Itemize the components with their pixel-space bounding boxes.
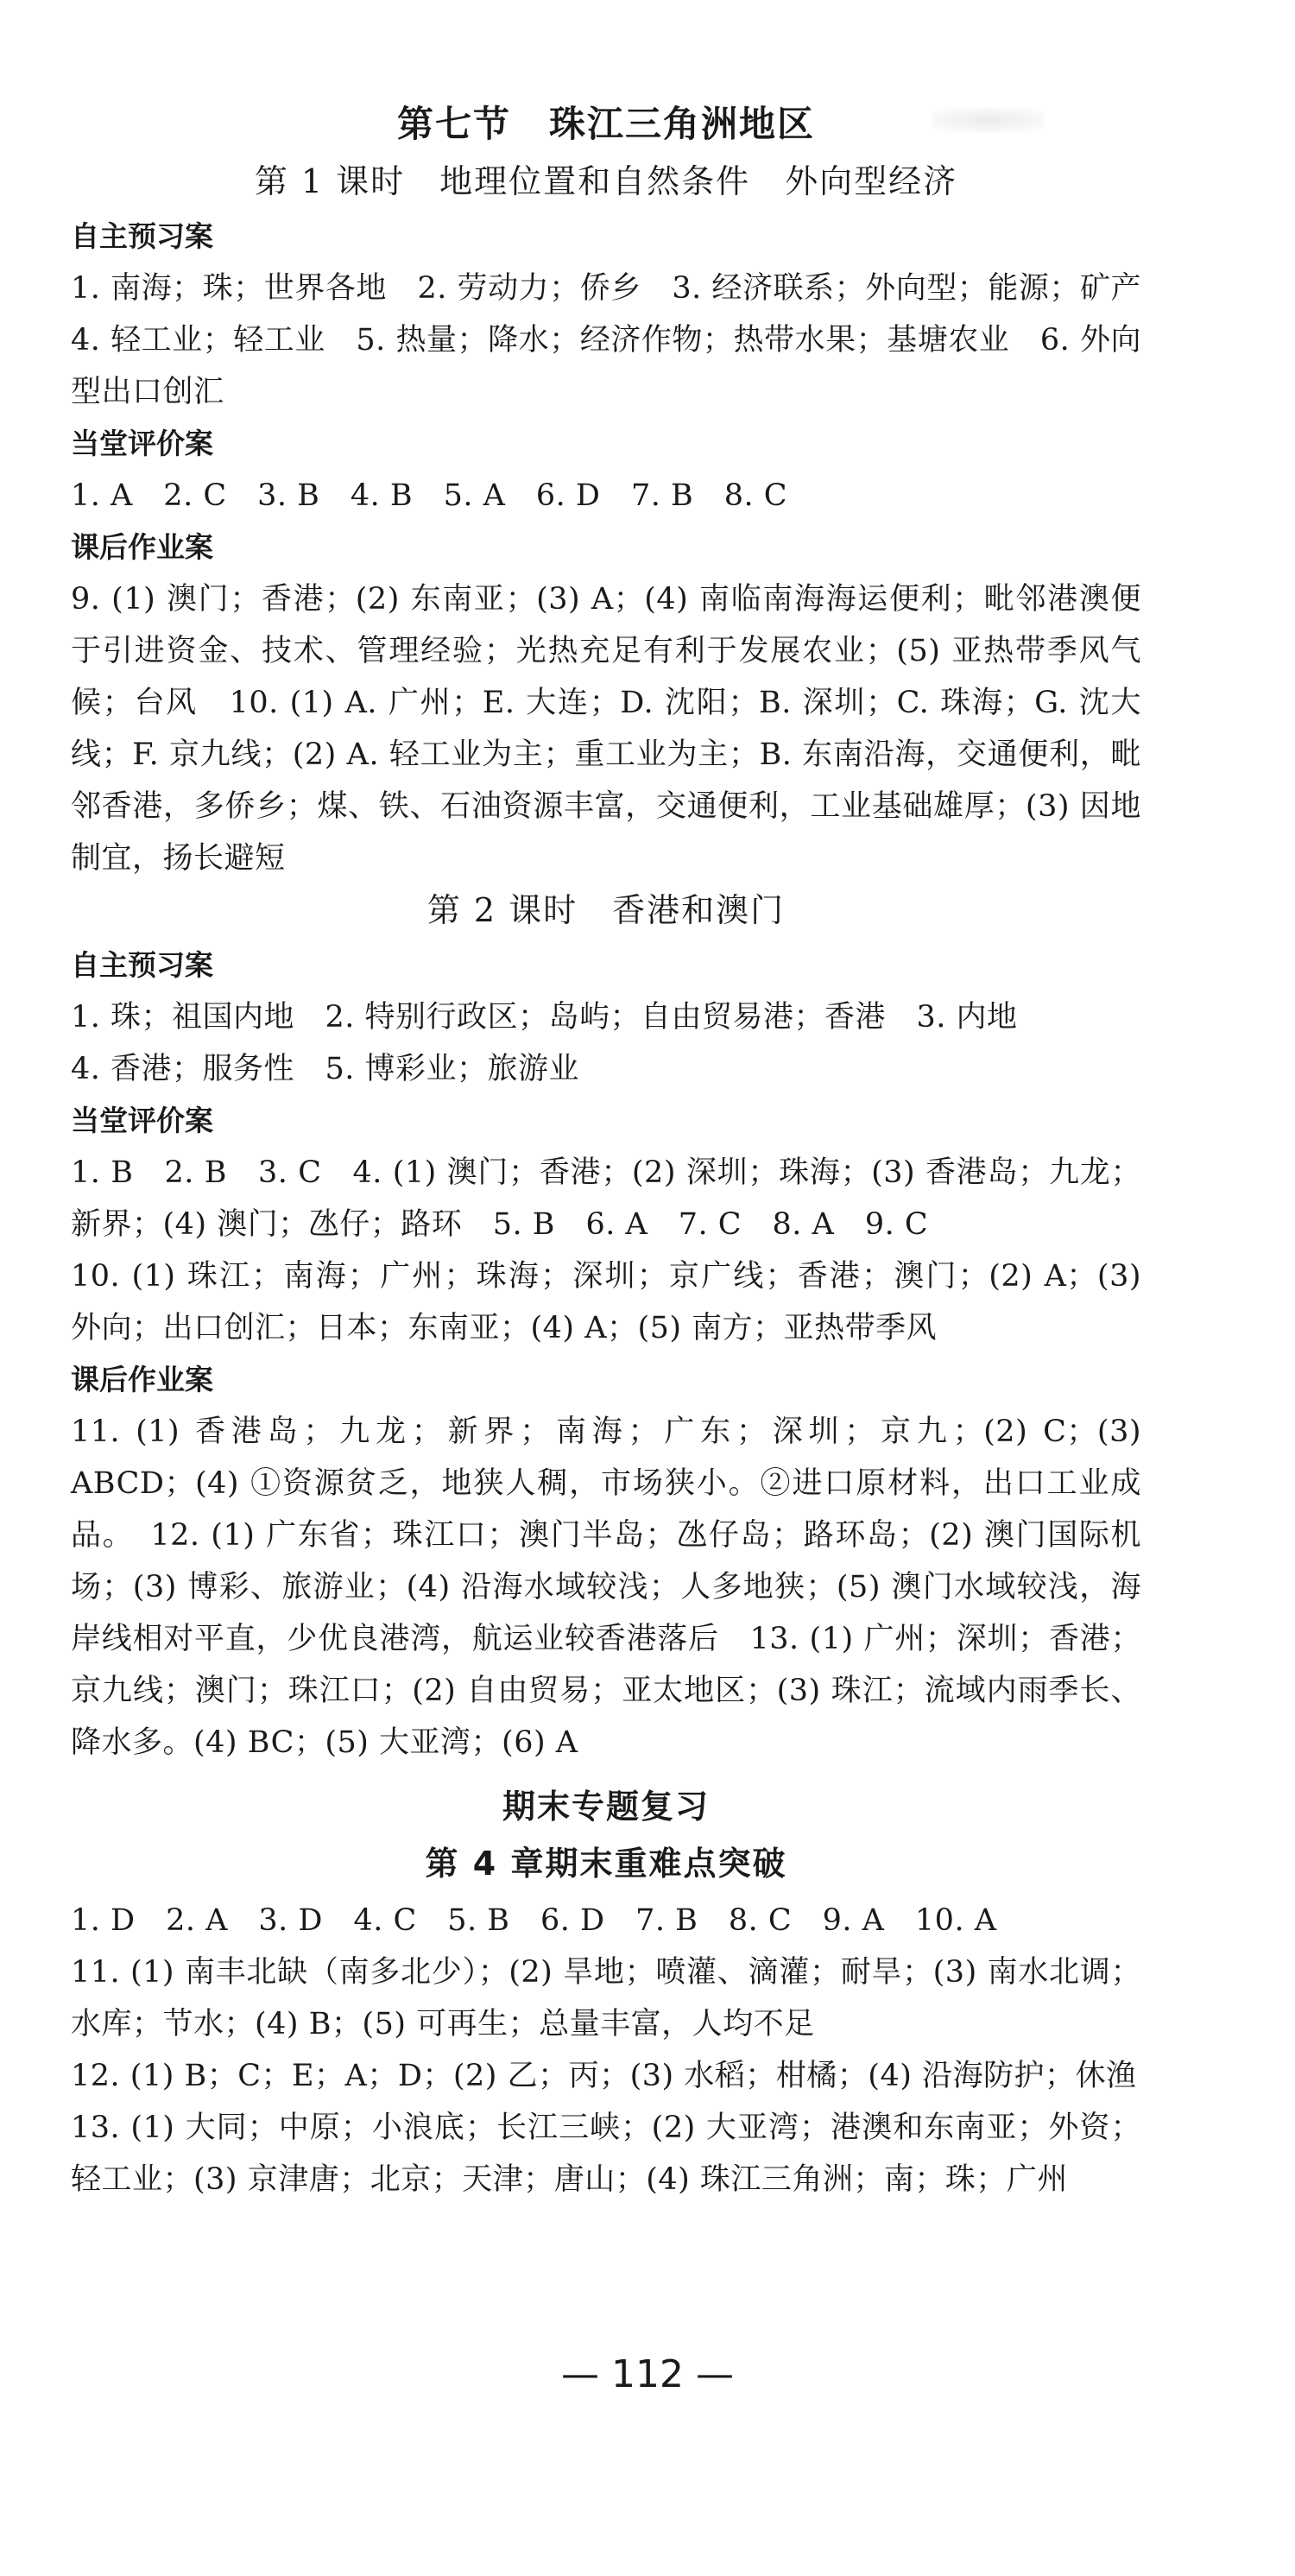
lesson2-homework-text: 11. (1) 香港岛；九龙；新界；南海；广东；深圳；京九；(2) C；(3) ABCD；(4) ①资源贫乏，地狭人稠，市场狭小。②进口原材料，出口工业成品。 12. (1) 广东省；珠江口；澳门半岛；氹仔岛；路环岛；(2) 澳门国际机场；(3) 博彩、旅游业；(4) 沿海水域较浅；人多地狭；(5) 澳门水域较浅，海岸线相对平直，少优良港湾，航运业较香港落后 13. (1) 广州；深圳；香港；京九线；澳门；珠江口；(2) 自由贸易；亚太地区；(3) 珠江；流域内雨季长、降水多。(4) BC；(5) 大亚湾；(6) A	[71, 1415, 1141, 1760]
answer-content	[71, 97, 1172, 2206]
review-title: 期末专题复习	[502, 1788, 710, 1826]
section-title: 第七节 珠江三角洲地区	[396, 103, 815, 145]
lesson2-preview-label: 自主预习案	[71, 948, 213, 982]
lesson2-class-text: 1. B 2. B 3. C 4. (1) 澳门；香港；(2) 深圳；珠海；(3) 香港岛；九龙；新界；(4) 澳门；氹仔；路环 5. B 6. A 7. C 8. A 9. C 10. (1) 珠江；南海；广州；珠海；深圳；京广线；香港；澳门；(2) A；(3) 外向；出口创汇；日本；东南亚；(4) A；(5) 南方；亚热带季风	[71, 1155, 1141, 1345]
lesson1-preview-text: 1. 南海；珠；世界各地 2. 劳动力；侨乡 3. 经济联系；外向型；能源；矿产 4. 轻工业；轻工业 5. 热量；降水；经济作物；热带水果；基塘农业 6. 外向型出口创汇	[71, 271, 1172, 409]
lesson1-class-text: 1. A 2. C 3. B 4. B 5. A 6. D 7. B 8. C	[71, 478, 787, 513]
lesson2-title: 第 2 课时 香港和澳门	[426, 891, 786, 929]
lesson2-class-label: 当堂评价案	[71, 1104, 213, 1137]
lesson1-title: 第 1 课时 地理位置和自然条件 外向型经济	[254, 162, 958, 200]
review-subtitle: 第 4 章期末重难点突破	[425, 1845, 787, 1883]
review-item-12: 12. (1) B；C；E；A；D；(2) 乙；丙；(3) 水稻；柑橘；(4) 沿海防护；休渔	[71, 2059, 1137, 2093]
lesson1-preview-label: 自主预习案	[71, 219, 213, 253]
page-number: — 112 —	[561, 2352, 734, 2396]
lesson1-class-label: 当堂评价案	[71, 427, 213, 460]
lesson1-homework-text: 9. (1) 澳门；香港；(2) 东南亚；(3) A；(4) 南临南海海运便利；毗邻港澳便于引进资金、技术、管理经验；光热充足有利于发展农业；(5) 亚热带季风气候；台风 10. (1) A. 广州；E. 大连；D. 沈阳；B. 深圳；C. 珠海；G. 沈大线；F. 京九线；(2) A. 轻工业为主；重工业为主；B. 东南沿海，交通便利，毗邻香港，多侨乡；煤、铁、石油资源丰富，交通便利，工业基础雄厚；(3) 因地制宜，扬长避短	[71, 582, 1141, 876]
review-item-11: 11. (1) 南丰北缺（南多北少）；(2) 旱地；喷灌、滴灌；耐旱；(3) 南水北调；水库；节水；(4) B；(5) 可再生；总量丰富，人均不足	[71, 1955, 1141, 2041]
review-item-13: 13. (1) 大同；中原；小浪底；长江三峡；(2) 大亚湾；港澳和东南亚；外资；轻工业；(3) 京津唐；北京；天津；唐山；(4) 珠江三角洲；南；珠；广州	[71, 2111, 1141, 2197]
lesson2-preview-text: 1. 珠；祖国内地 2. 特别行政区；岛屿；自由贸易港；香港 3. 内地 4. 香港；服务性 5. 博彩业；旅游业	[71, 1000, 1018, 1086]
review-mc-answers: 1. D 2. A 3. D 4. C 5. B 6. D 7. B 8. C 9. A 10. A	[71, 1903, 997, 1938]
lesson1-homework-label: 课后作业案	[71, 530, 213, 564]
lesson2-homework-label: 课后作业案	[71, 1363, 213, 1396]
